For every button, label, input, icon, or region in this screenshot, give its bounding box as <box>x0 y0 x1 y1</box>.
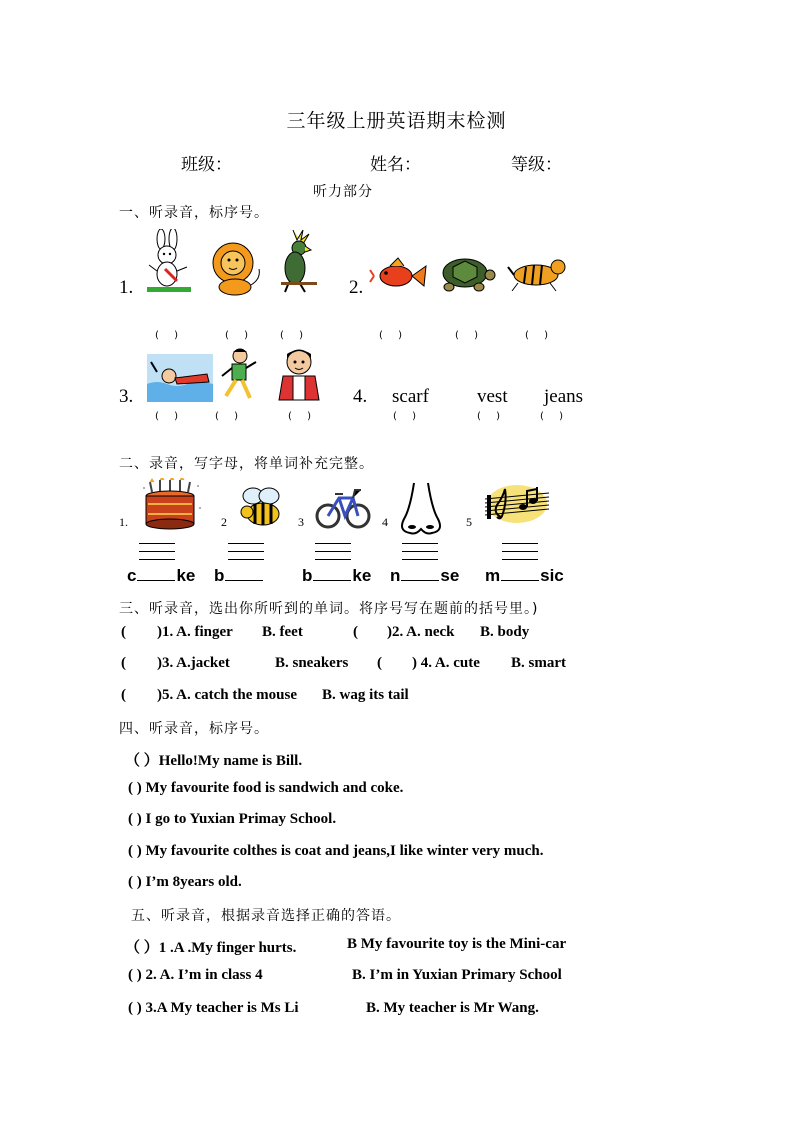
fill-word[interactable]: b ke <box>302 566 372 585</box>
answer-blank[interactable]: ( ) <box>540 411 569 422</box>
ordering-item: （ ）Hello!My name is Bill. <box>125 753 303 769</box>
paren[interactable]: ( <box>377 655 382 671</box>
answer-blank[interactable]: ( ) <box>477 411 506 422</box>
turtle-icon <box>435 253 497 295</box>
ordering-item: ( ) My favourite colthes is coat and jeans,I like winter very much. <box>128 843 544 859</box>
ordering-item: ( ) I go to Yuxian Primay School. <box>128 811 337 827</box>
option-b: B. feet <box>262 624 303 640</box>
answer-blank[interactable]: ( ) <box>225 330 254 341</box>
name-label: 姓名： <box>370 155 421 175</box>
question-item: )5. A. catch the mouse <box>157 687 297 703</box>
bee-icon <box>235 484 291 530</box>
class-label: 班级： <box>181 155 232 175</box>
section2-heading: 二、录音，写字母，将单词补充完整。 <box>119 456 374 472</box>
section1-heading: 一、听录音，标序号。 <box>119 205 269 221</box>
question-item: )2. A. neck <box>387 624 455 640</box>
option-b: B. wag its tail <box>322 687 409 703</box>
fill-word[interactable]: b <box>214 566 264 586</box>
item-number: 2 <box>221 515 227 529</box>
goldfish-icon <box>368 256 428 294</box>
answer-blank[interactable]: ( ) <box>393 411 422 422</box>
boy-icon <box>275 346 323 402</box>
answer-blank[interactable]: ( ) <box>379 330 408 341</box>
answer-blank[interactable]: ( ) <box>280 330 309 341</box>
response-option-a: ( ) 2. A. I’m in class 4 <box>128 967 263 983</box>
ordering-item: ( ) I’m 8years old. <box>128 874 242 890</box>
question-item: ) 4. A. cute <box>412 655 480 671</box>
fill-word[interactable]: n se <box>390 566 460 585</box>
section4-heading: 四、听录音，标序号。 <box>119 721 269 737</box>
running-boy-icon <box>218 346 258 404</box>
response-option-b: B. My teacher is Mr Wang. <box>366 1000 539 1016</box>
writing-lines <box>315 543 351 567</box>
item-number: 1. <box>119 515 128 529</box>
rabbit-icon <box>143 229 195 295</box>
answer-blank[interactable]: ( ) <box>155 330 184 341</box>
option-b: B. smart <box>511 655 566 671</box>
writing-lines <box>402 543 438 567</box>
cake-icon <box>140 478 204 534</box>
parrot-icon <box>275 226 327 294</box>
tiger-icon <box>506 253 568 293</box>
writing-lines <box>139 543 175 567</box>
item-number: 5 <box>466 515 472 529</box>
question-item: )1. A. finger <box>157 624 233 640</box>
answer-blank[interactable]: ( ) <box>155 411 184 422</box>
answer-blank[interactable]: ( ) <box>288 411 317 422</box>
answer-blank[interactable]: ( ) <box>215 411 244 422</box>
item-number: 3 <box>298 515 304 529</box>
response-option-a: （ ）1 .A .My finger hurts. <box>125 940 297 956</box>
question-number: 4. <box>353 386 368 407</box>
swimmer-icon <box>147 354 213 402</box>
fill-word[interactable]: m sic <box>485 566 564 585</box>
response-option-b: B My favourite toy is the Mini-car <box>347 936 567 952</box>
grade-label: 等级： <box>511 155 562 175</box>
paren[interactable]: ( <box>121 624 126 640</box>
paren[interactable]: ( <box>353 624 358 640</box>
word-option: vest <box>477 386 508 407</box>
answer-blank[interactable]: ( ) <box>525 330 554 341</box>
lion-icon <box>207 239 265 297</box>
question-item: )3. A.jacket <box>157 655 230 671</box>
ordering-item: ( ) My favourite food is sandwich and coke. <box>128 780 404 796</box>
word-option: scarf <box>392 386 429 407</box>
question-number: 2. <box>349 277 364 298</box>
section5-heading: 五、听录音，根据录音选择正确的答语。 <box>131 908 401 924</box>
bike-icon <box>315 484 371 532</box>
paren[interactable]: ( <box>121 655 126 671</box>
paren[interactable]: ( <box>121 687 126 703</box>
response-option-b: B. I’m in Yuxian Primary School <box>352 967 562 983</box>
word-option: jeans <box>544 386 584 407</box>
response-option-a: ( ) 3.A My teacher is Ms Li <box>128 1000 299 1016</box>
section3-heading: 三、听录音，选出你所听到的单词。将序号写在题前的括号里。) <box>119 601 539 617</box>
nose-icon <box>396 479 446 539</box>
writing-lines <box>228 543 264 567</box>
fill-word[interactable]: c ke <box>127 566 196 585</box>
option-b: B. body <box>480 624 530 640</box>
question-number: 1. <box>119 277 134 298</box>
music-icon <box>483 483 551 525</box>
item-number: 4 <box>382 515 388 529</box>
page-title: 三年级上册英语期末检测 <box>286 110 507 132</box>
writing-lines <box>502 543 538 567</box>
answer-blank[interactable]: ( ) <box>455 330 484 341</box>
question-number: 3. <box>119 386 134 407</box>
listening-title: 听力部分 <box>313 184 373 200</box>
option-b: B. sneakers <box>275 655 349 671</box>
